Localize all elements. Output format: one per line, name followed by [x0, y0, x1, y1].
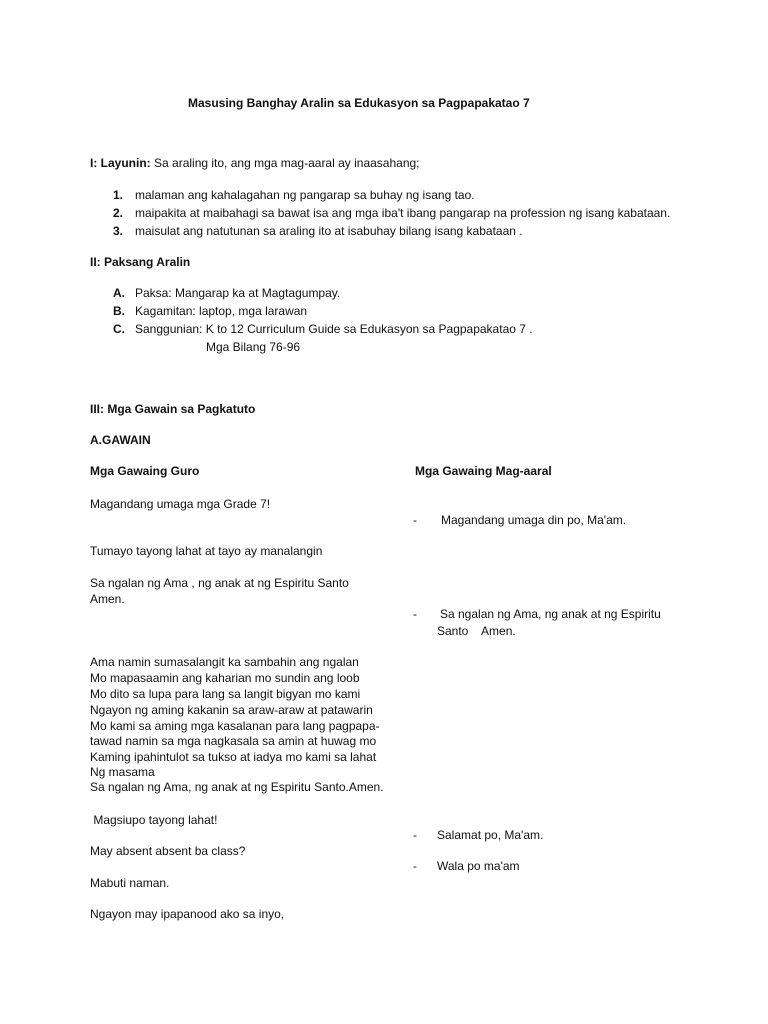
prayer-line: Mo dito sa lupa para lang sa langit bigyan mo kami	[90, 687, 361, 701]
list-item: Paksa: Mangarap ka at Magtagumpay.	[135, 286, 341, 300]
teacher-sign-line2: Amen.	[90, 592, 125, 606]
list-item: malaman ang kahalagahan ng pangarap sa buhay ng isang tao.	[135, 188, 475, 202]
teacher-sit: Magsiupo tayong lahat!	[90, 813, 218, 827]
list-item: maipakita at maibahagi sa bawat isa ang mga iba't ibang pangarap na profession ng isang kabataan.	[135, 206, 671, 220]
column-heading-student: Mga Gawaing Mag-aaral	[415, 464, 552, 478]
list-marker: A.	[113, 286, 125, 300]
prayer-line: Sa ngalan ng Ama, ng anak at ng Espiritu Santo.Amen.	[90, 780, 384, 794]
section-heading-layunin: I: Layunin:	[90, 156, 151, 170]
student-sign-line1: Sa ngalan ng Ama, ng anak at ng Espiritu	[440, 607, 661, 621]
column-heading-teacher: Mga Gawaing Guro	[90, 464, 200, 478]
prayer-line: Mo kami sa aming mga kasalanan para lang pagpapa-	[90, 719, 380, 733]
list-marker: B.	[113, 304, 125, 318]
response-dash: -	[413, 828, 417, 842]
student-greeting: Magandang umaga din po, Ma'am.	[441, 513, 627, 527]
page-title: Masusing Banghay Aralin sa Edukasyon sa Pagpapakatao 7	[188, 96, 530, 110]
teacher-greeting: Magandang umaga mga Grade 7!	[90, 497, 271, 511]
prayer-line: tawad namin sa mga nagkasala sa amin at huwag mo	[90, 734, 377, 748]
list-marker: C.	[113, 322, 125, 336]
prayer-line: Mo mapasaamin ang kaharian mo sundin ang loob	[90, 671, 360, 685]
section-layunin	[90, 155, 420, 171]
list-marker: 1.	[113, 188, 124, 202]
list-item: Sanggunian: K to 12 Curriculum Guide sa Edukasyon sa Pagpapakatao 7 .	[135, 322, 533, 336]
prayer-line: Ama namin sumasalangit ka sambahin ang ngalan	[90, 655, 359, 669]
subheading-gawain: A.GAWAIN	[90, 433, 151, 447]
student-thanks: Salamat po, Ma'am.	[437, 828, 544, 842]
list-item: Kagamitan: laptop, mga larawan	[135, 304, 308, 318]
teacher-watch: Ngayon may ipapanood ako sa inyo,	[90, 907, 285, 921]
list-marker: 3.	[113, 224, 124, 238]
list-item: maisulat ang natutunan sa araling ito at isabuhay bilang isang kabataan .	[135, 224, 523, 238]
section-heading-gawain: III: Mga Gawain sa Pagkatuto	[90, 402, 256, 416]
teacher-good: Mabuti naman.	[90, 876, 170, 890]
response-dash: -	[413, 859, 417, 873]
list-marker: 2.	[113, 206, 124, 220]
student-none: Wala po ma'am	[437, 859, 520, 873]
teacher-absent: May absent absent ba class?	[90, 844, 246, 858]
student-sign-line2: Santo Amen.	[437, 624, 516, 638]
reference-pages: Mga Bilang 76-96	[206, 340, 301, 354]
section-intro: Sa araling ito, ang mga mag-aaral ay inaasahang;	[150, 156, 420, 170]
response-dash: -	[413, 607, 417, 621]
section-heading-paksang-aralin: II: Paksang Aralin	[90, 255, 191, 269]
prayer-line: Ngayon ng aming kakanin sa araw-araw at patawarin	[90, 703, 373, 717]
prayer-line: Kaming ipahintulot sa tukso at iadya mo kami sa lahat	[90, 750, 377, 764]
prayer-line: Ng masama	[90, 765, 155, 779]
teacher-sign-line1: Sa ngalan ng Ama , ng anak at ng Espiritu Santo	[90, 576, 349, 590]
teacher-stand: Tumayo tayong lahat at tayo ay manalangin	[90, 544, 323, 558]
response-dash: -	[413, 513, 417, 527]
